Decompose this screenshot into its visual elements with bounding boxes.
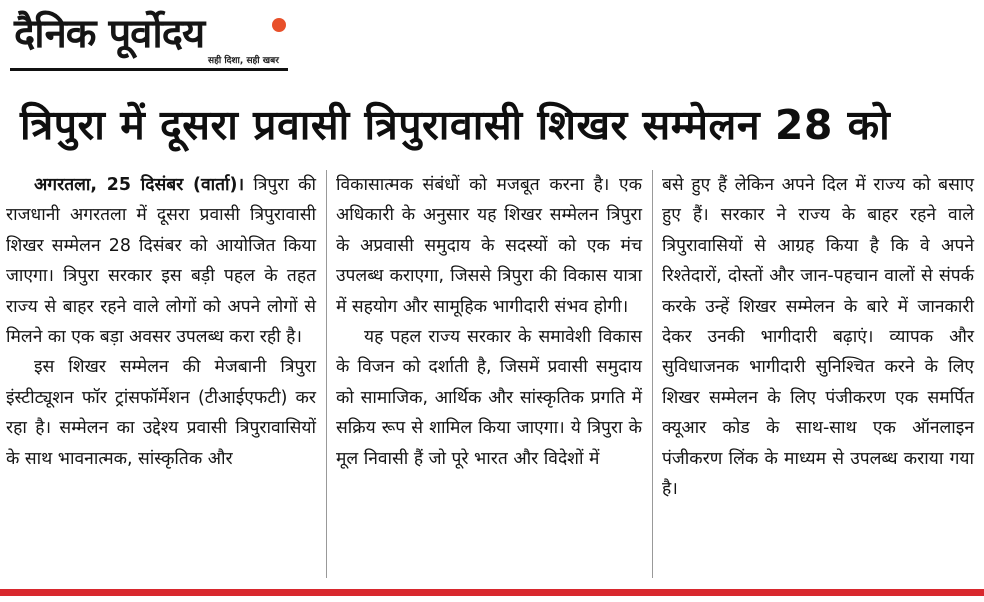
article-headline: त्रिपुरा में दूसरा प्रवासी त्रिपुरावासी शिखर सम्मेलन 28 को [20, 101, 891, 149]
newspaper-tagline: सही दिशा, सही खबर [208, 56, 279, 66]
article-column-1 [6, 170, 316, 590]
article-paragraph-1: त्रिपुरा की राजधानी अगरतला में दूसरा प्रवासी त्रिपुरावासी शिखर सम्मेलन 28 दिसंबर को आयोजित किया जाएगा। त्रिपुरा सरकार इस बड़ी पहल के तहत राज्य से बाहर रहने वाले लोगों को अपने लोगों से मिलने का एक बड़ा अवसर उपलब्ध करा रही है। [6, 175, 316, 348]
logo-dot-icon [272, 18, 286, 32]
article-paragraph-5: बसे हुए हैं लेकिन अपने दिल में राज्य को बसाए हुए हैं। सरकार ने राज्य के बाहर रहने वाले त्रिपुरावासियों से आग्रह किया है कि वे अपने रिश्तेदारों, दोस्तों और जान-पहचान वालों से संपर्क करके उन्हें शिखर सम्मेलन के बारे में जानकारी देकर उनकी भागीदारी बढ़ाएं। व्यापक और सुविधाजनक भागीदारी सुनिश्चित करने के लिए शिखर सम्मेलन के लिए पंजीकरण एक समर्पित क्यूआर कोड के साथ-साथ एक ऑनलाइन पंजीकरण लिंक के माध्यम से उपलब्ध कराया गया है। [662, 175, 974, 500]
article-dateline: अगरतला, 25 दिसंबर (वार्ता)। [34, 175, 245, 195]
newspaper-masthead [10, 4, 288, 74]
footer-bar [0, 589, 984, 596]
article-column-3 [662, 170, 974, 590]
column-divider [326, 170, 327, 578]
column-divider [652, 170, 653, 578]
article-paragraph-3: विकासात्मक संबंधों को मजबूत करना है। एक अधिकारी के अनुसार यह शिखर सम्मेलन त्रिपुरा के अप्रवासी समुदाय के सदस्यों को एक मंच उपलब्ध कराएगा, जिससे त्रिपुरा की विकास यात्रा में सहयोग और सामूहिक भागीदारी संभव होगी। [336, 175, 642, 317]
newspaper-logo: दैनिक पूर्वोदय [14, 11, 205, 57]
article-paragraph-2: इस शिखर सम्मेलन की मेजबानी त्रिपुरा इंस्टीट्यूशन फॉर ट्रांसफॉर्मेशन (टीआईएफटी) कर रहा है। सम्मेलन का उद्देश्य प्रवासी त्रिपुरावासियों के साथ भावनात्मक, सांस्कृतिक और [6, 357, 316, 469]
masthead-rule [10, 68, 288, 71]
article-column-2 [336, 170, 642, 590]
article-paragraph-4: यह पहल राज्य सरकार के समावेशी विकास के विजन को दर्शाती है, जिसमें प्रवासी समुदाय को सामाजिक, आर्थिक और सांस्कृतिक प्रगति में सक्रिय रूप से शामिल किया जाएगा। ये त्रिपुरा के मूल निवासी हैं जो पूरे भारत और विदेशों में [336, 327, 642, 469]
